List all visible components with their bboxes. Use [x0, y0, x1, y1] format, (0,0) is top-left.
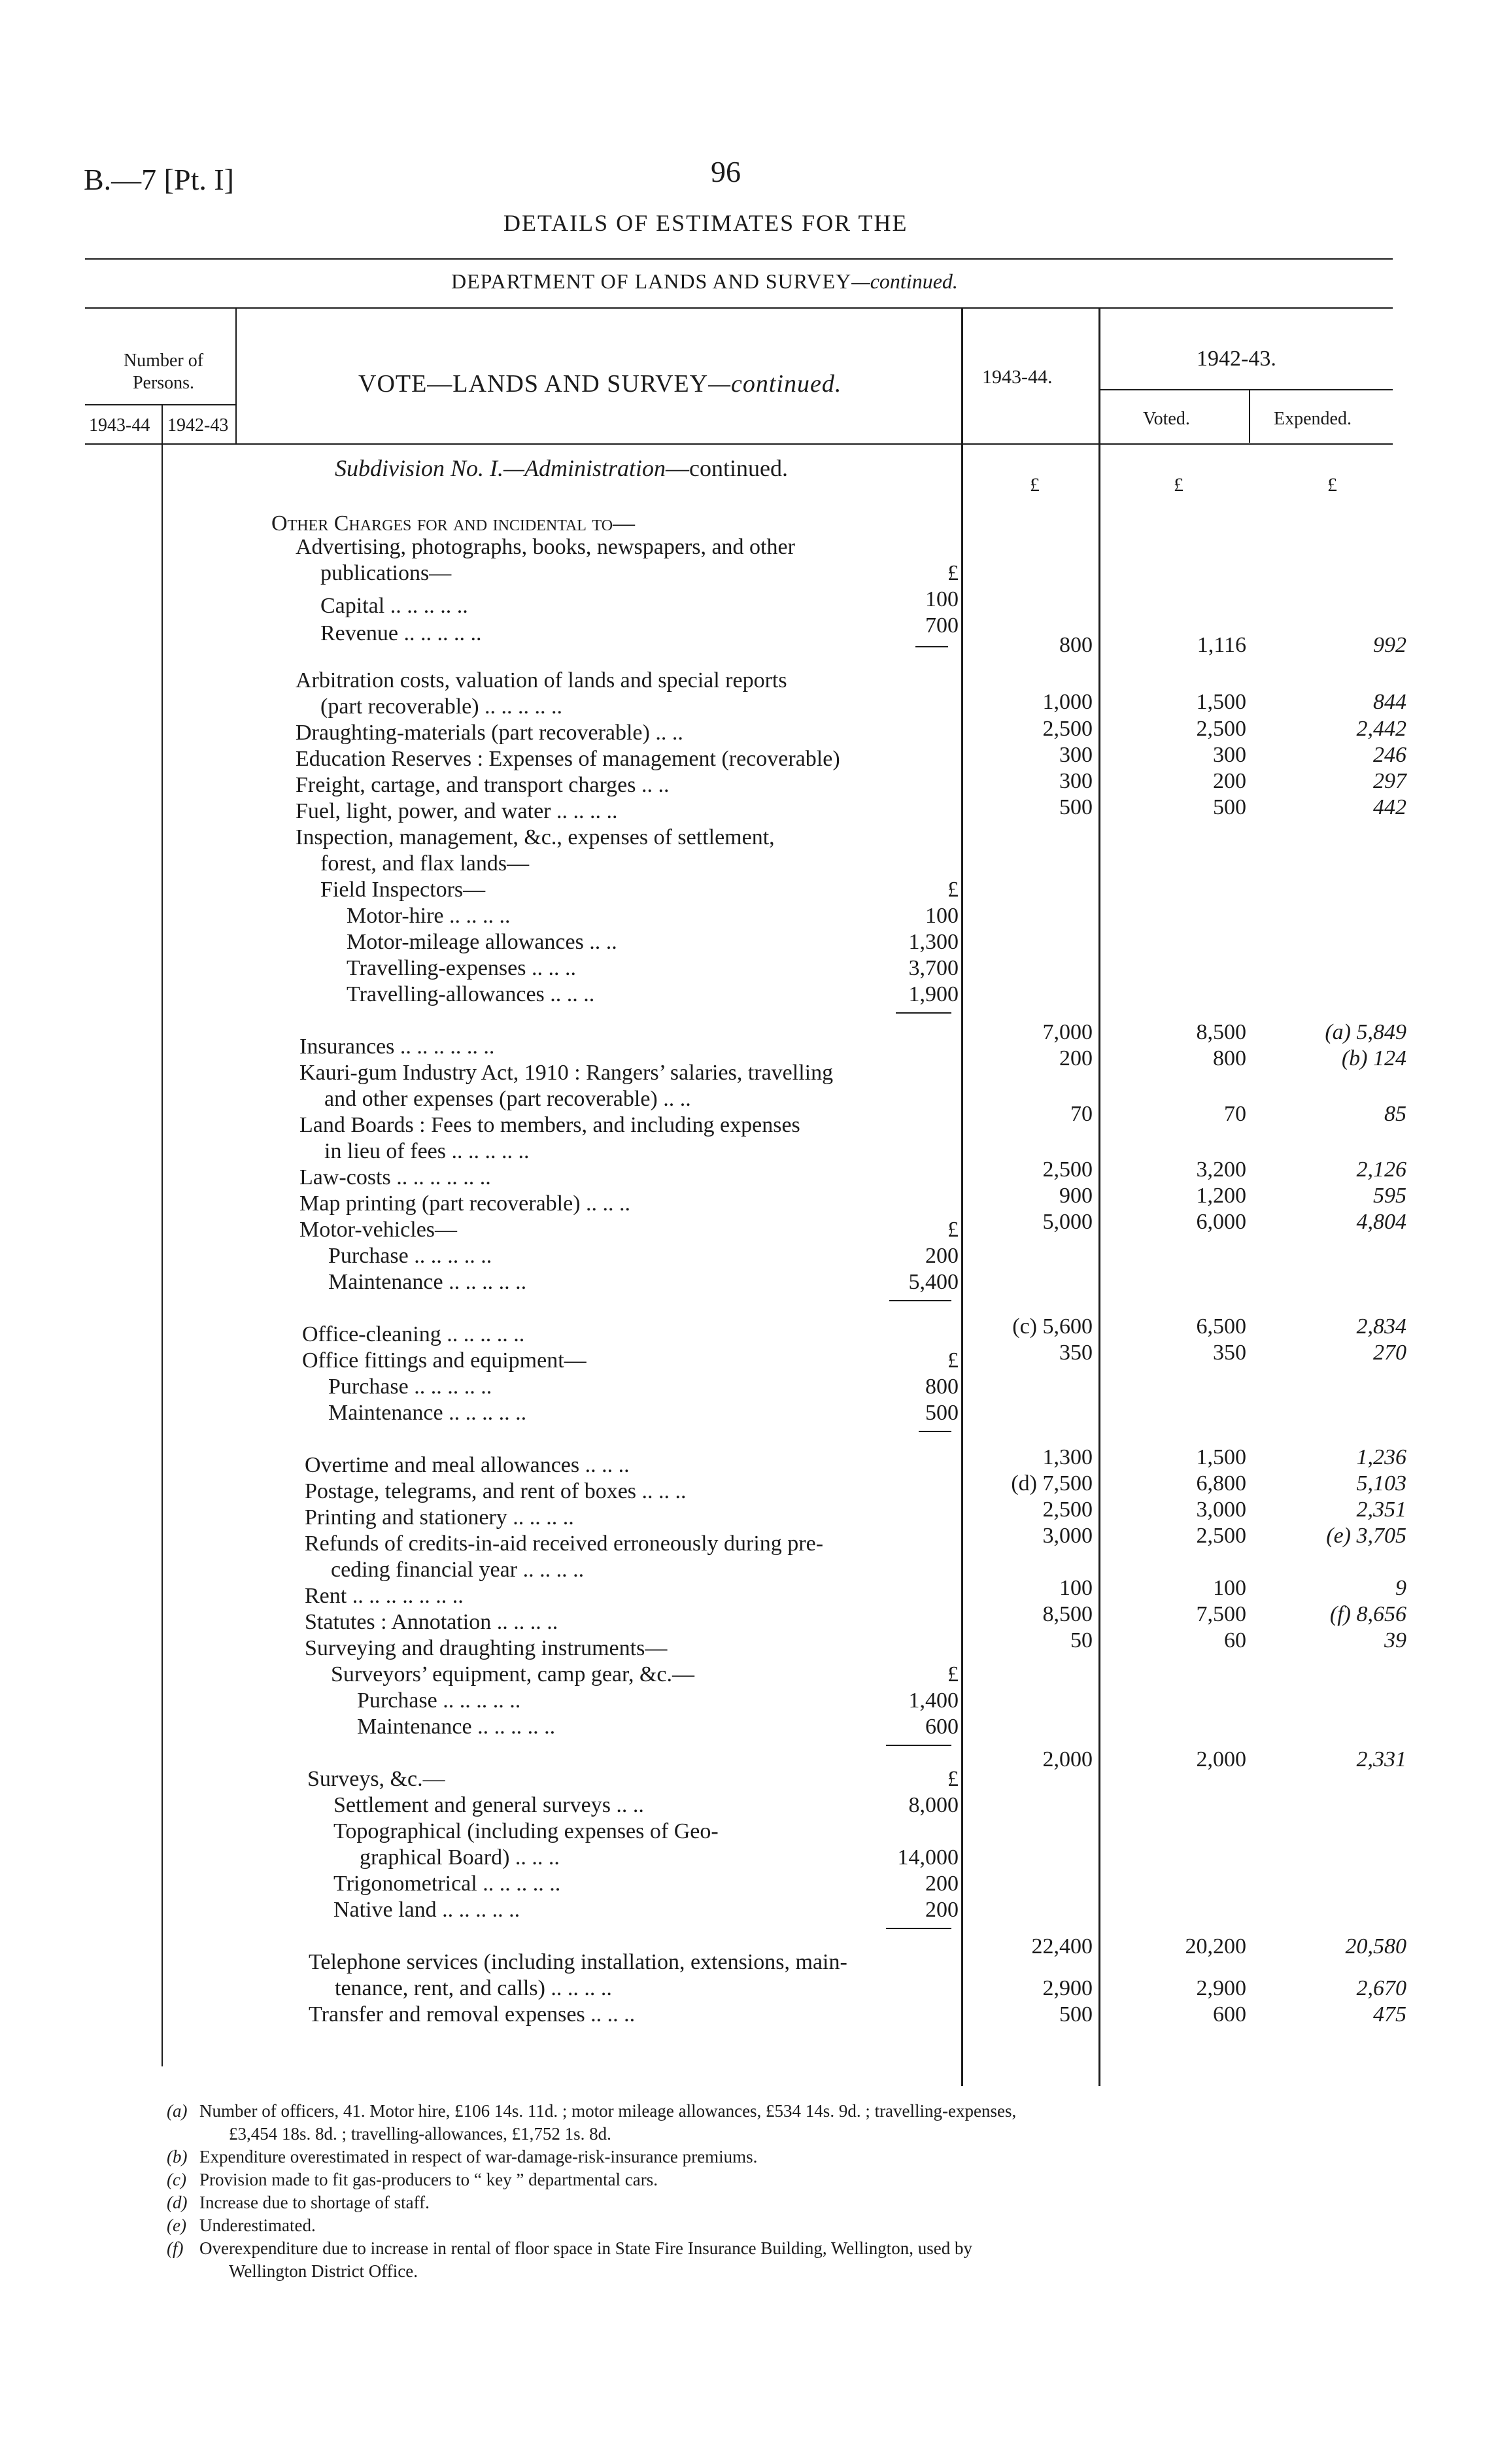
- amount-expended: 2,126: [1356, 1157, 1406, 1182]
- amount-expended: 1,236: [1356, 1445, 1406, 1469]
- amount-expended: 2,670: [1356, 1976, 1406, 2000]
- page-number: 96: [711, 155, 741, 188]
- amount-expended: 595: [1373, 1184, 1406, 1208]
- amount-expended: 85: [1384, 1102, 1406, 1126]
- amount-1943: 300: [1059, 743, 1093, 767]
- column-1943-heading: 1943-44.: [982, 366, 1053, 388]
- subdivision-suffix: —continued.: [666, 455, 788, 481]
- amount-voted: 2,500: [1196, 1524, 1246, 1548]
- line-motor-mileage: Motor-mileage allowances .. ..: [347, 930, 617, 954]
- line-education: Education Reserves : Expenses of management (recoverable): [296, 747, 840, 771]
- pound-sign-voted: £: [1174, 474, 1183, 496]
- amount-1943: 500: [1059, 2002, 1093, 2027]
- amount-expended: 2,331: [1356, 1747, 1406, 1771]
- amount-voted: 200: [1213, 769, 1246, 793]
- amount-expended: 5,103: [1356, 1471, 1406, 1496]
- amount-1943: 2,900: [1042, 1976, 1093, 2000]
- amount-voted: 1,500: [1196, 1445, 1246, 1469]
- line-freight: Freight, cartage, and transport charges .. ..: [296, 773, 670, 797]
- amount-voted: 3,000: [1196, 1497, 1246, 1522]
- amount-voted: 350: [1213, 1341, 1246, 1365]
- amount-expended: 20,580: [1345, 1934, 1406, 1959]
- amount-1943: 8,500: [1042, 1602, 1093, 1626]
- subamount: 200: [925, 1872, 959, 1896]
- amount-1943: 2,500: [1042, 717, 1093, 741]
- footnote-text: Underestimated.: [199, 2216, 316, 2235]
- amount-voted: 6,000: [1196, 1210, 1246, 1234]
- amount-voted: 1,200: [1196, 1184, 1246, 1208]
- line-motor-hire: Motor-hire .. .. .. ..: [347, 904, 511, 928]
- amount-1943: 500: [1059, 795, 1093, 819]
- line-fuel: Fuel, light, power, and water .. .. .. ..: [296, 799, 618, 823]
- amount-expended: (f) 8,656: [1329, 1602, 1406, 1626]
- amount-1943: (c) 5,600: [1012, 1314, 1093, 1339]
- subamount: 8,000: [908, 1793, 959, 1817]
- amount-1943: 22,400: [1031, 1934, 1093, 1959]
- amount-expended: (b) 124: [1341, 1046, 1406, 1070]
- subamount: 5,400: [908, 1270, 959, 1294]
- line-office-cleaning: Office-cleaning .. .. .. .. ..: [302, 1322, 525, 1346]
- line-equipment-purchase: Purchase .. .. .. .. ..: [357, 1688, 521, 1713]
- subamount: 700: [925, 613, 959, 638]
- subamount: 800: [925, 1375, 959, 1399]
- line-native-land: Native land .. .. .. .. ..: [333, 1898, 520, 1922]
- column-1942-heading: 1942-43.: [1197, 347, 1276, 371]
- amount-expended: 2,351: [1356, 1497, 1406, 1522]
- amount-voted: 600: [1213, 2002, 1246, 2027]
- amount-expended: 270: [1373, 1341, 1406, 1365]
- footnote-label: (f): [167, 2238, 184, 2258]
- voted-heading: Voted.: [1143, 409, 1190, 429]
- amount-1943: 300: [1059, 769, 1093, 793]
- amount-voted: 2,000: [1196, 1747, 1246, 1771]
- line-topographical-cont: graphical Board) .. .. ..: [360, 1845, 560, 1870]
- line-travelling-allowances: Travelling-allowances .. .. ..: [347, 982, 595, 1006]
- section-heading: Other Charges for and incidental to—: [271, 511, 636, 536]
- number-of-persons-heading: Number of Persons.: [123, 351, 204, 393]
- amount-1943: 1,000: [1042, 690, 1093, 714]
- line-fittings-maintenance: Maintenance .. .. .. .. ..: [328, 1401, 527, 1425]
- line-motor-purchase: Purchase .. .. .. .. ..: [328, 1244, 492, 1268]
- line-telephone: Telephone services (including installation, extensions, main-: [309, 1950, 847, 1974]
- amount-expended: (e) 3,705: [1326, 1524, 1406, 1548]
- amount-expended: 9: [1395, 1576, 1406, 1600]
- footnote-label: (d): [167, 2193, 188, 2212]
- line-revenue: Revenue .. .. .. .. ..: [320, 621, 482, 645]
- footnote-text: £3,454 18s. 8d. ; travelling-allowances, £1,752 1s. 8d.: [229, 2124, 611, 2144]
- amount-voted: 3,200: [1196, 1157, 1246, 1182]
- amount-voted: 300: [1213, 743, 1246, 767]
- amount-voted: 800: [1213, 1046, 1246, 1070]
- subamount: £: [947, 1348, 959, 1373]
- persons-year-a-heading: 1943-44: [89, 415, 150, 436]
- line-travelling-expenses: Travelling-expenses .. .. ..: [347, 956, 576, 980]
- line-land-boards: Land Boards : Fees to members, and including expenses: [299, 1113, 800, 1137]
- line-arbitration: Arbitration costs, valuation of lands and special reports: [296, 668, 787, 693]
- line-capital: Capital .. .. .. .. ..: [320, 594, 468, 618]
- line-postage: Postage, telegrams, and rent of boxes .. .. ..: [305, 1479, 687, 1503]
- amount-voted: 2,500: [1196, 717, 1246, 741]
- subdivision-heading: [335, 454, 788, 482]
- footnote-label: (c): [167, 2170, 186, 2189]
- persons-year-b-heading: 1942-43: [167, 415, 229, 436]
- amount-expended: 2,834: [1356, 1314, 1406, 1339]
- amount-1943: 800: [1059, 633, 1093, 657]
- pound-sign-1943: £: [1030, 474, 1040, 496]
- line-refunds-cont: ceding financial year .. .. .. ..: [331, 1558, 585, 1582]
- amount-expended: 4,804: [1356, 1210, 1406, 1234]
- document-reference: B.—7 [Pt. I]: [84, 163, 234, 196]
- vote-title: [358, 369, 842, 398]
- footnote-text: Provision made to fit gas-producers to “ key ” departmental cars.: [199, 2170, 658, 2189]
- footnote-label: (e): [167, 2216, 186, 2235]
- line-surveyors-equipment: Surveyors’ equipment, camp gear, &c.—: [331, 1662, 695, 1686]
- subamount: £: [947, 561, 959, 585]
- line-law-costs: Law-costs .. .. .. .. .. ..: [299, 1165, 491, 1189]
- department-name: DEPARTMENT OF LANDS AND SURVEY: [451, 269, 852, 293]
- amount-1943: 900: [1059, 1184, 1093, 1208]
- subdivision-title: Subdivision No. I.—Administration: [335, 455, 666, 481]
- amount-voted: 6,800: [1196, 1471, 1246, 1496]
- amount-voted: 1,500: [1196, 690, 1246, 714]
- amount-1943: 2,500: [1042, 1157, 1093, 1182]
- line-kauri-gum-cont: and other expenses (part recoverable) .. ..: [324, 1087, 691, 1111]
- department-suffix: —continued.: [851, 269, 958, 293]
- line-kauri-gum: Kauri-gum Industry Act, 1910 : Rangers’ salaries, travelling: [299, 1061, 834, 1085]
- amount-1943: 200: [1059, 1046, 1093, 1070]
- vote-title-suffix: —continued.: [708, 370, 842, 398]
- subamount: 500: [925, 1401, 959, 1425]
- subamount: 100: [925, 904, 959, 928]
- line-trigonometrical: Trigonometrical .. .. .. .. ..: [333, 1872, 561, 1896]
- subamount: 200: [925, 1898, 959, 1922]
- amount-expended: 992: [1373, 633, 1406, 657]
- line-transfer: Transfer and removal expenses .. .. ..: [309, 2002, 636, 2027]
- line-field-inspectors: Field Inspectors—: [320, 878, 486, 902]
- amount-1943: 50: [1070, 1628, 1093, 1652]
- subamount: 200: [925, 1244, 959, 1268]
- page-title: DETAILS OF ESTIMATES FOR THE: [503, 210, 908, 236]
- amount-1943: 7,000: [1042, 1020, 1093, 1044]
- subamount: 600: [925, 1715, 959, 1739]
- line-surveys: Surveys, &c.—: [307, 1767, 445, 1791]
- department-title: [451, 269, 958, 294]
- amount-voted: 60: [1224, 1628, 1246, 1652]
- amount-1943: 2,000: [1042, 1747, 1093, 1771]
- line-printing: Printing and stationery .. .. .. ..: [305, 1505, 574, 1530]
- vote-title-text: VOTE—LANDS AND SURVEY: [358, 370, 709, 398]
- line-rent: Rent .. .. .. .. .. .. ..: [305, 1584, 464, 1608]
- subamount: 1,300: [908, 930, 959, 954]
- amount-1943: 5,000: [1042, 1210, 1093, 1234]
- amount-1943: (d) 7,500: [1011, 1471, 1093, 1496]
- amount-1943: 3,000: [1042, 1524, 1093, 1548]
- line-land-boards-cont: in lieu of fees .. .. .. .. ..: [324, 1139, 530, 1163]
- amount-expended: 39: [1384, 1628, 1406, 1652]
- footnote-label: (a): [167, 2101, 188, 2121]
- amount-voted: 8,500: [1196, 1020, 1246, 1044]
- amount-voted: 20,200: [1185, 1934, 1246, 1959]
- footnote-text: Wellington District Office.: [229, 2261, 418, 2281]
- line-equipment-maintenance: Maintenance .. .. .. .. ..: [357, 1715, 556, 1739]
- line-refunds: Refunds of credits-in-aid received erroneously during pre-: [305, 1531, 824, 1556]
- subamount: £: [947, 878, 959, 902]
- line-insurances: Insurances .. .. .. .. .. ..: [299, 1035, 495, 1059]
- amount-expended: 442: [1373, 795, 1406, 819]
- line-draughting: Draughting-materials (part recoverable) .. ..: [296, 721, 683, 745]
- subamount: 14,000: [897, 1845, 959, 1870]
- amount-voted: 1,116: [1197, 633, 1246, 657]
- amount-voted: 500: [1213, 795, 1246, 819]
- amount-expended: 844: [1373, 690, 1406, 714]
- line-settlement-surveys: Settlement and general surveys .. ..: [333, 1793, 644, 1817]
- subamount: 1,900: [908, 982, 959, 1006]
- amount-voted: 2,900: [1196, 1976, 1246, 2000]
- footnote-text: Overexpenditure due to increase in rental of floor space in State Fire Insurance Building, Wellington, used by: [199, 2238, 972, 2258]
- amount-1943: 1,300: [1042, 1445, 1093, 1469]
- amount-1943: 100: [1059, 1576, 1093, 1600]
- subamount: 100: [925, 587, 959, 611]
- subamount: 1,400: [908, 1688, 959, 1713]
- amount-expended: 2,442: [1356, 717, 1406, 741]
- amount-1943: 350: [1059, 1341, 1093, 1365]
- amount-voted: 70: [1224, 1102, 1246, 1126]
- line-surveying-instruments: Surveying and draughting instruments—: [305, 1636, 668, 1660]
- line-publications: publications—: [320, 561, 452, 585]
- expended-heading: Expended.: [1274, 409, 1352, 429]
- subamount: £: [947, 1662, 959, 1686]
- amount-expended: 297: [1373, 769, 1406, 793]
- line-topographical: Topographical (including expenses of Geo-: [333, 1819, 719, 1843]
- line-statutes: Statutes : Annotation .. .. .. ..: [305, 1610, 558, 1634]
- line-motor-maintenance: Maintenance .. .. .. .. ..: [328, 1270, 527, 1294]
- subamount: £: [947, 1767, 959, 1791]
- footnote-label: (b): [167, 2147, 188, 2166]
- line-map-printing: Map printing (part recoverable) .. .. ..: [299, 1191, 631, 1216]
- amount-voted: 7,500: [1196, 1602, 1246, 1626]
- amount-voted: 100: [1213, 1576, 1246, 1600]
- line-inspection: Inspection, management, &c., expenses of settlement,: [296, 825, 775, 849]
- amount-expended: 475: [1373, 2002, 1406, 2027]
- footnote-text: Number of officers, 41. Motor hire, £106 14s. 11d. ; motor mileage allowances, £534 14s. 9d. ; travelling-expenses,: [199, 2101, 1017, 2121]
- line-overtime: Overtime and meal allowances .. .. ..: [305, 1453, 630, 1477]
- amount-1943: 70: [1070, 1102, 1093, 1126]
- line-office-fittings: Office fittings and equipment—: [302, 1348, 587, 1373]
- line-motor-vehicles: Motor-vehicles—: [299, 1218, 458, 1242]
- footnote-text: Increase due to shortage of staff.: [199, 2193, 430, 2212]
- pound-sign-expended: £: [1327, 474, 1337, 496]
- subamount: 3,700: [908, 956, 959, 980]
- line-arbitration-cont: (part recoverable) .. .. .. .. ..: [320, 694, 563, 719]
- line-fittings-purchase: Purchase .. .. .. .. ..: [328, 1375, 492, 1399]
- amount-voted: 6,500: [1196, 1314, 1246, 1339]
- amount-expended: (a) 5,849: [1325, 1020, 1406, 1044]
- amount-1943: 2,500: [1042, 1497, 1093, 1522]
- footnote-text: Expenditure overestimated in respect of war-damage-risk-insurance premiums.: [199, 2147, 758, 2166]
- line-telephone-cont: tenance, rent, and calls) .. .. .. ..: [335, 1976, 612, 2000]
- line-advertising: Advertising, photographs, books, newspapers, and other: [296, 535, 795, 559]
- amount-expended: 246: [1373, 743, 1406, 767]
- subamount: £: [947, 1218, 959, 1242]
- line-inspection-cont: forest, and flax lands—: [320, 851, 530, 876]
